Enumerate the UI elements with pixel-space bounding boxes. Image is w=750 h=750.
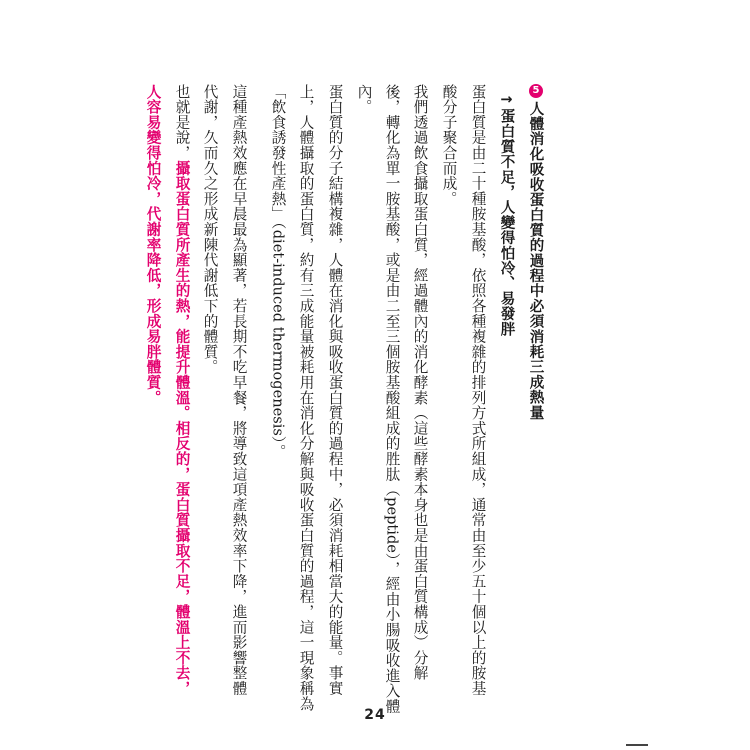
body-line-1: 蛋白質是由二十種胺基酸，依照各種複雜的排列方式所組成，通常由至少五十個以上的胺基 (469, 84, 487, 696)
body-line-8-part-1: 「飲食誘發性產熱」（ (269, 84, 287, 230)
body-line-6: 蛋白質的分子結構複雜，人體在消化與吸收蛋白質的過程中，必須消耗相當大的能量。事實 (326, 84, 344, 696)
crop-mark (626, 744, 648, 746)
body-line-2: 酸分子聚合而成。 (440, 84, 458, 207)
body-line-11-part-1: 也就是說， (173, 84, 191, 161)
latin-term-peptide: peptide (383, 497, 401, 553)
body-line-10: 代謝，久而久之形成新陳代謝低下的體質。 (201, 84, 219, 375)
body-line-9: 這種產熱效應在早晨最為顯著，若長期不吃早餐，將導致這項產熱效率下降，進而影響整體 (230, 84, 248, 696)
highlight-text-1: 攝取蛋白質所產生的熱，能提升體溫。相反的，蛋白質攝取不足，體溫上不去， (173, 160, 191, 696)
section-subtitle: →蛋白質不足，人變得怕冷、易發胖 (498, 92, 515, 337)
latin-term-thermogenesis: diet-induced thermogenesis (269, 229, 287, 436)
body-line-8-part-2: ）。 (269, 435, 287, 460)
highlight-text-2: 人容易變得怕冷，代謝率降低，形成易胖體質。 (144, 84, 162, 406)
body-line-8 (270, 84, 285, 459)
body-line-11 (174, 84, 189, 696)
body-line-4 (384, 84, 399, 714)
section-title-text: 人體消化吸收蛋白質的過程中必須消耗三成熱量 (527, 101, 544, 421)
body-line-5: 內。 (355, 84, 373, 115)
page-number: 24 (364, 707, 386, 723)
section-number-badge: 5 (530, 85, 542, 97)
body-line-7: 上，人體攝取的蛋白質，約有三成能量被耗用在消化分解與吸收蛋白質的過程，這一現象稱為 (297, 84, 315, 712)
section-title (528, 84, 543, 420)
body-line-3: 我們透過飲食攝取蛋白質，經過體內的消化酵素（這些酵素本身也是由蛋白質構成）分解 (411, 84, 429, 681)
body-line-4-part-2: ），經由小腸吸收進入體 (383, 552, 401, 714)
body-line-4-part-1: 後，轉化為單一胺基酸，或是由二至三個胺基酸組成的胜肽（ (383, 84, 401, 498)
